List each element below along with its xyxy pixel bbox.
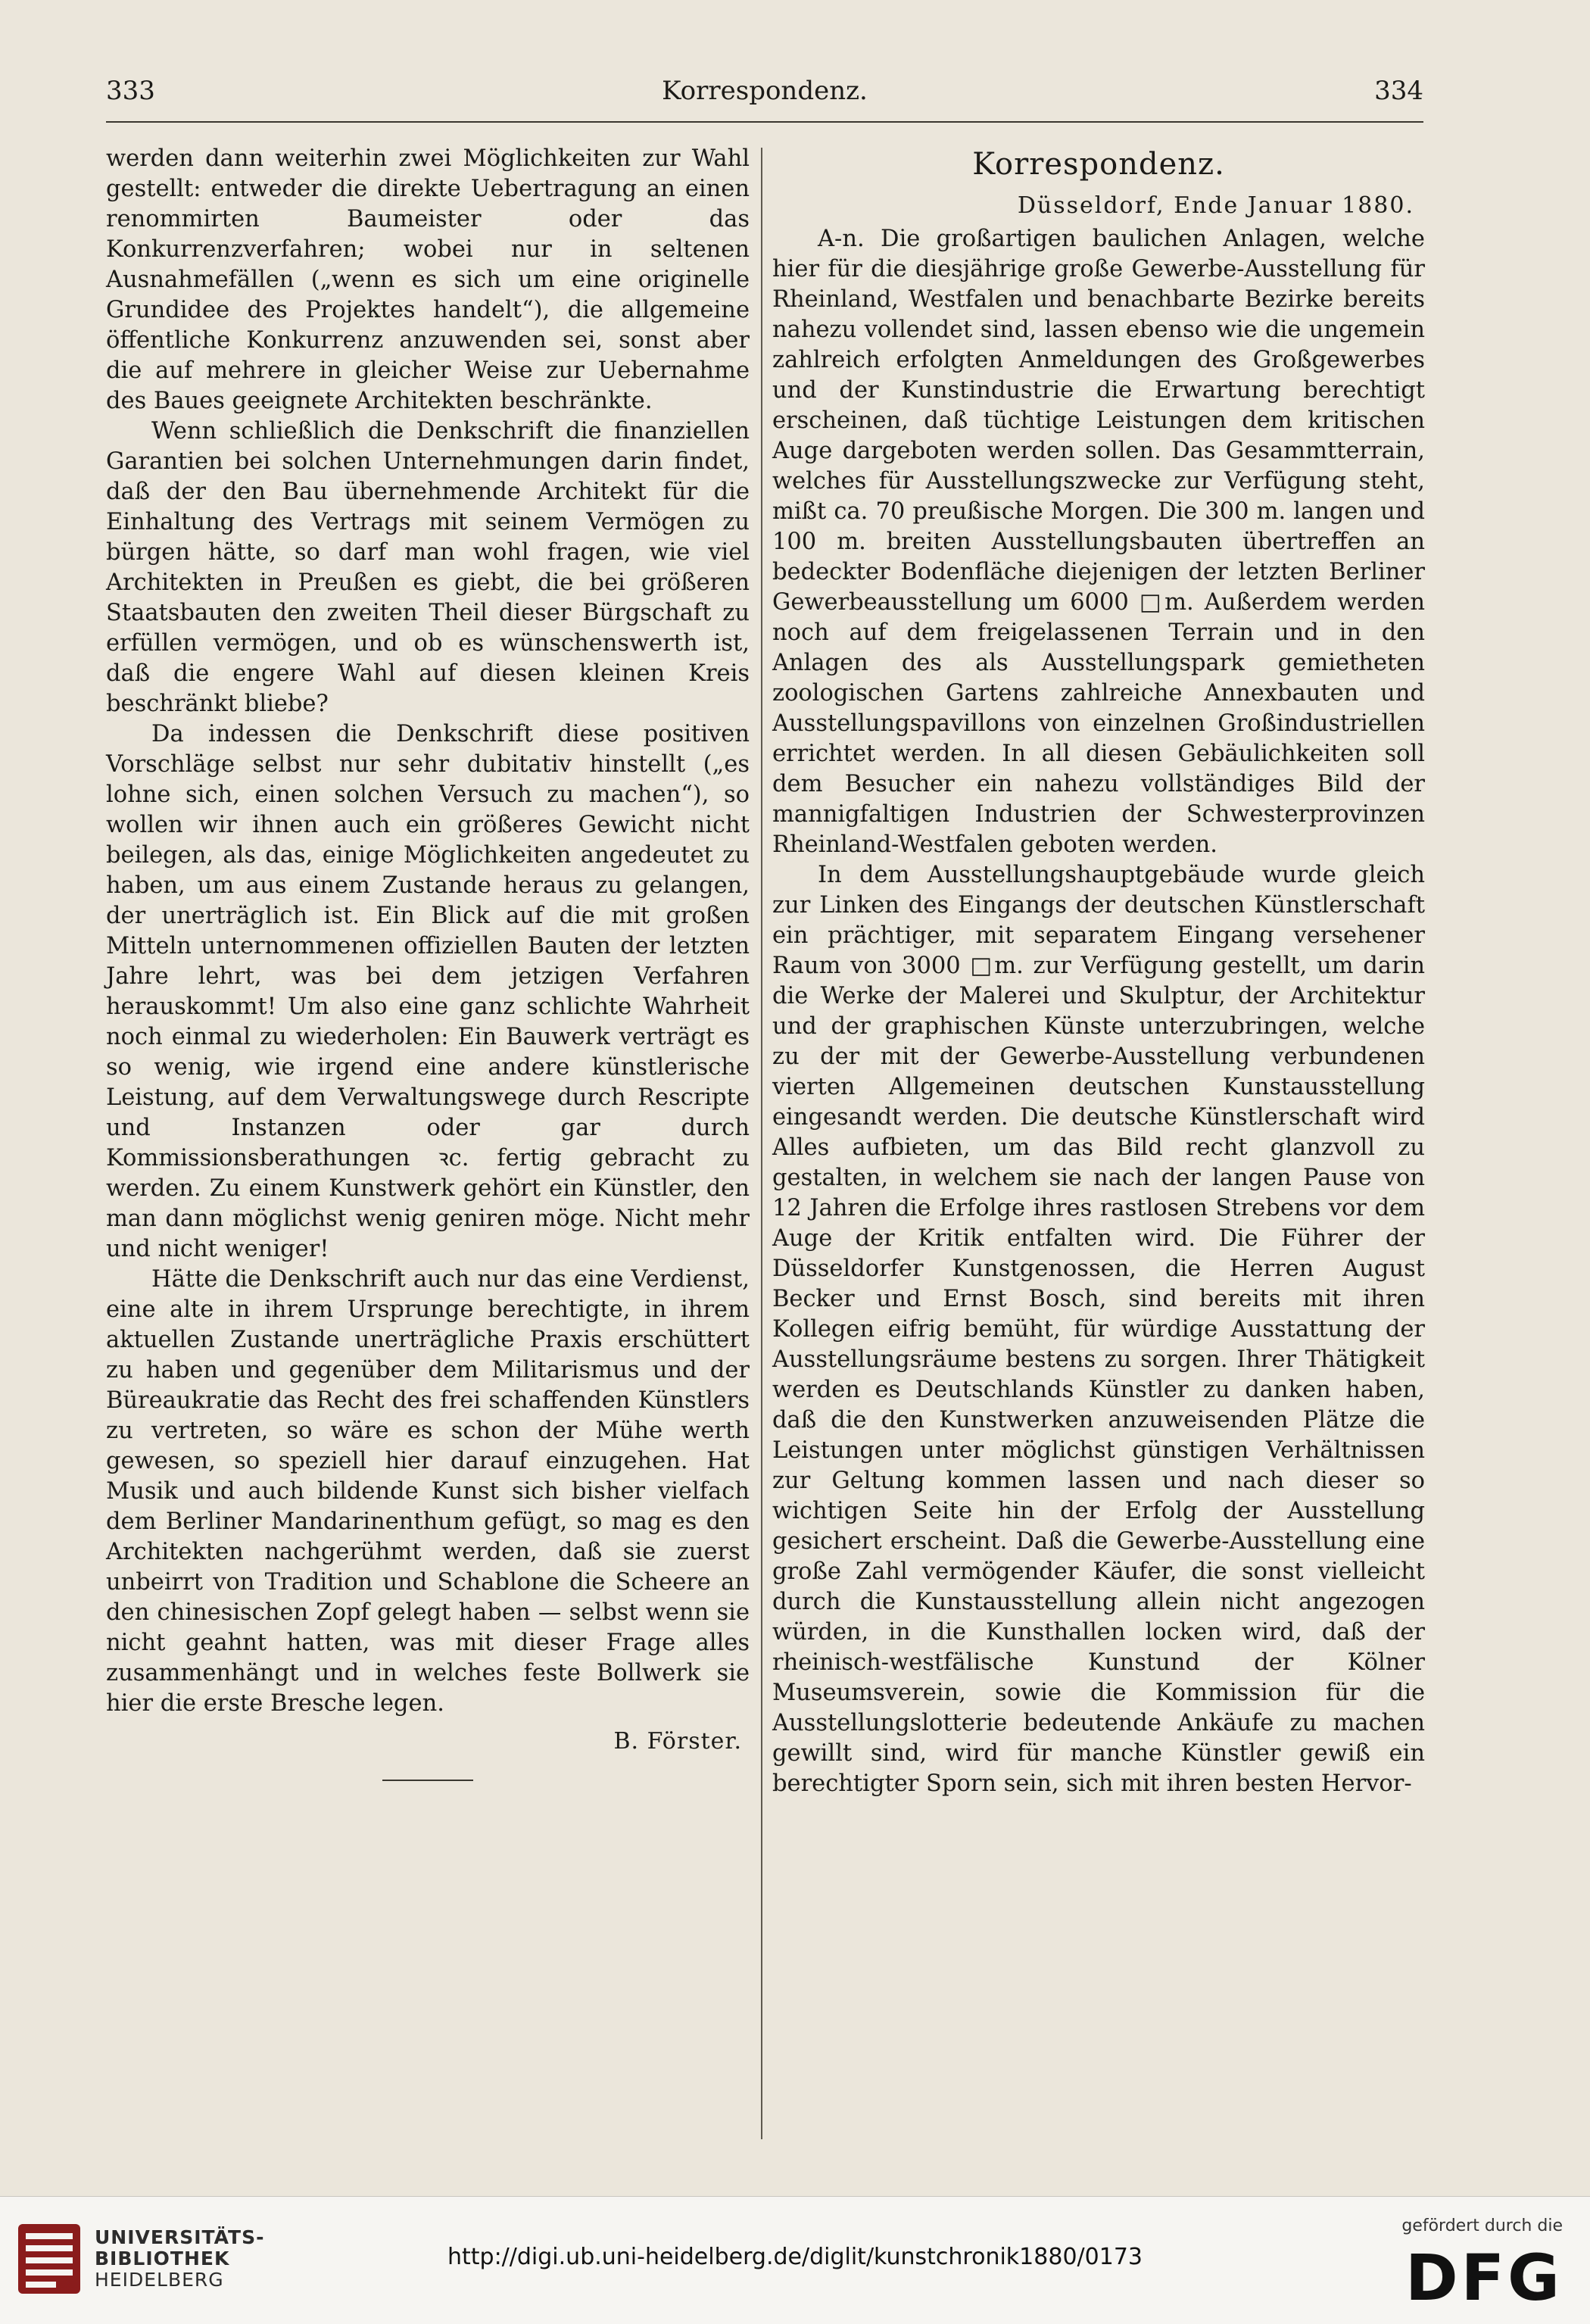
funder-label: gefördert durch die [1401, 2216, 1563, 2235]
digitization-footer [0, 2196, 1590, 2324]
dateline: Düsseldorf, Ende Januar 1880. [1017, 192, 1414, 219]
running-title: Korrespondenz. [662, 76, 868, 106]
right-paragraph-2: In dem Ausstellungshauptgebäude wurde gleich zur Linken des Eingangs der deutschen Künstlerschaft ein prächtiger, mit separatem Eingang versehener Raum von 3000 □m. zur Verfügung gestellt, um darin die Werke der Malerei und Skulptur, der Architektur und der graphischen Künste unterzubringen, welche zu der mit der Gewerbe-Ausstellung verbundenen vierten Allgemeinen deutschen Kunstausstellung eingesandt werden. Die deutsche Künstlerschaft wird Alles aufbieten, um das Bild recht glanzvoll zu gestalten, in welchem sie nach der langen Pause von 12 Jahren die Erfolge ihres rastlosen Strebens vor dem Auge der Kritik entfalten wird. Die Führer der Düsseldorfer Kunstgenossen, die Herren August Becker und Ernst Bosch, sind bereits mit ihren Kollegen eifrig bemüht, für würdige Ausstattung der Ausstellungsräume bestens zu sorgen. Ihrer Thätigkeit werden es Deutschlands Künstler zu danken haben, daß die den Kunstwerken anzuweisenden Plätze die Leistungen unter möglichst günstigen Verhältnissen zur Geltung kommen lassen und nach dieser so wichtigen Seite hin der Erfolg der Ausstellung gesichert erscheint. Daß die Gewerbe-Ausstellung eine große Zahl vermögender Käufer, die sonst vielleicht durch die Kunstausstellung allein nicht angezogen würden, in die Kunsthallen locken wird, daß der rheinisch-westfälische Kunstund der Kölner Museumsverein, sowie die Kommission für die Ausstellungslotterie bedeutende Ankäufe zu machen gewillt sind, wird für manche Künstler gewiß ein berechtigter Sporn sein, sich mit ihren besten Hervor- [772, 862, 1425, 1797]
article-end-rule [382, 1780, 473, 1781]
header-rule [106, 121, 1423, 123]
dfg-logo: DFG [1404, 2241, 1563, 2315]
right-paragraph-1: A-n. Die großartigen baulichen Anlagen, welche hier für die diesjährige große Gewerbe-Ausstellung für Rheinland, Westfalen und benachbarte Bezirke bereits nahezu vollendet sind, lassen ebenso wie die ungemein zahlreich erfolgten Anmeldungen des Großgewerbes und der Kunstindustrie die Erwartung berechtigt erscheinen, daß tüchtige Leistungen dem kritischen Auge dargeboten werden sollen. Das Gesammtterrain, welches für Ausstellungszwecke zur Verfügung steht, mißt ca. 70 preußische Morgen. Die 300 m. langen und 100 m. breiten Ausstellungsbauten übertreffen an bedeckter Bodenfläche diejenigen der letzten Berliner Gewerbeausstellung um 6000 □m. Außerdem werden noch auf dem freigelassenen Terrain und in den Anlagen des als Ausstellungspark gemietheten zoologischen Gartens zahlreiche Annexbauten und Ausstellungspavillons von einzelnen Großindustriellen errichtet werden. In all diesen Gebäulichkeiten soll dem Besucher ein nahezu vollständiges Bild der mannigfaltigen Industrien der Schwesterprovinzen Rheinland-Westfalen geboten werden. [772, 226, 1425, 858]
column-divider [761, 148, 762, 2139]
page-number-left: 333 [106, 76, 155, 106]
left-paragraph-2: Wenn schließlich die Denkschrift die finanziellen Garantien bei solchen Unternehmungen darin findet, daß der den Bau übernehmende Architekt für die Einhaltung des Vertrags mit seinem Vermögen zu bürgen hätte, so darf man wohl fragen, wie viel Architekten in Preußen es giebt, die bei größeren Staatsbauten den zweiten Theil dieser Bürgschaft zu erfüllen vermögen, und ob es wünschenswerth ist, daß die engere Wahl auf diesen kleinen Kreis beschränkt bliebe? [106, 418, 750, 717]
left-paragraph-4: Hätte die Denkschrift auch nur das eine Verdienst, eine alte in ihrem Ursprunge berechtigte, in ihrem aktuellen Zustande unerträgliche Praxis erschüttert zu haben und gegenüber dem Militarismus und der Büreaukratie das Recht des frei schaffenden Künstlers zu vertreten, so wäre es schon der Mühe werth gewesen, so speziell hier darauf einzugehen. Hat Musik und auch bildende Kunst sich bisher vielfach dem Berliner Mandarinenthum gefügt, so mag es den Architekten nachgerühmt werden, daß sie zuerst unbeirrt von Tradition und Schablone die Scheere an den chinesischen Zopf gelegt haben — selbst wenn sie nicht geahnt hatten, was mit dieser Frage alles zusammenhängt und in welches feste Bollwerk sie hier die erste Bresche legen. [106, 1266, 750, 1717]
author-signature: B. Förster. [613, 1728, 742, 1755]
left-paragraph-3: Da indessen die Denkschrift diese positiven Vorschläge selbst nur sehr dubitativ hinstellt („es lohne sich, einen solchen Versuch zu machen“), so wollen wir ihnen auch ein größeres Gewicht nicht beilegen, als das, einige Möglichkeiten angedeutet zu haben, um aus einem Zustande heraus zu gelangen, der unerträglich ist. Ein Blick auf die mit großen Mitteln unternommenen offiziellen Bauten der letzten Jahre lehrt, was bei dem jetzigen Verfahren herauskommt! Um also eine ganz schlichte Wahrheit noch einmal zu wiederholen: Ein Bauwerk verträgt es so wenig, wie irgend eine andere künstlerische Leistung, auf dem Verwaltungswege durch Rescripte und Instanzen oder gar durch Kommissionsberathungen ꝛc. fertig gebracht zu werden. Zu einem Kunstwerk gehört ein Künstler, den man dann möglichst wenig geniren möge. Nicht mehr und nicht weniger! [106, 721, 750, 1262]
institution-line-3: HEIDELBERG [95, 2269, 224, 2291]
section-title: Korrespondenz. [972, 147, 1225, 182]
page-number-right: 334 [1374, 76, 1423, 106]
institution-line-1: UNIVERSITÄTS- [95, 2226, 265, 2248]
running-header [106, 76, 1423, 121]
source-url-link[interactable]: http://digi.ub.uni-heidelberg.de/diglit/kunstchronik1880/0173 [447, 2244, 1143, 2270]
left-column [106, 144, 750, 1781]
institution-line-2: BIBLIOTHEK [95, 2248, 230, 2269]
right-column [772, 144, 1425, 1799]
left-paragraph-1: werden dann weiterhin zwei Möglichkeiten zur Wahl gestellt: entweder die direkte Uebertragung an einen renommirten Baumeister oder das Konkurrenzverfahren; wobei nur in seltenen Ausnahmefällen („wenn es sich um eine originelle Grundidee des Projektes handelt“), die allgemeine öffentliche Konkurrenz anzuwenden sei, sonst aber die auf mehrere in gleicher Weise zur Uebernahme des Baues geeignete Architekten beschränkte. [106, 145, 750, 414]
